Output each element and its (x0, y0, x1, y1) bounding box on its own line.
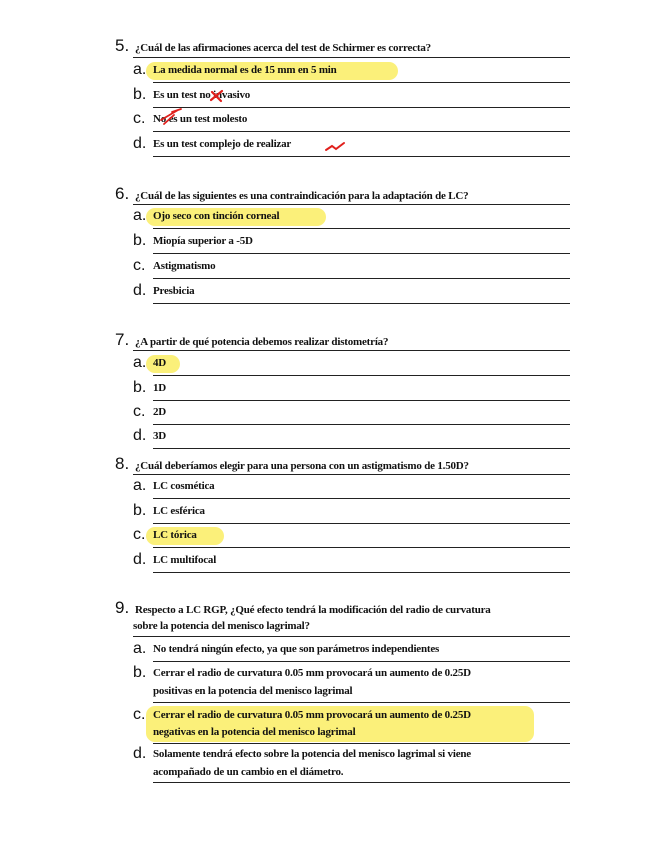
question-text: ¿A partir de qué potencia debemos realizar distometría? (135, 336, 389, 348)
option-letter: b. (133, 86, 147, 103)
option-text: LC tórica (153, 529, 197, 541)
option-text-line-1: Cerrar el radio de curvatura 0.05 mm provocará un aumento de 0.25D (153, 667, 471, 679)
option-underline (153, 572, 570, 573)
red-strike-mark-icon (158, 106, 186, 128)
option-text: No es un test molesto (153, 113, 248, 125)
option-text-line-2: acompañado de un cambio en el diámetro. (153, 766, 344, 778)
option-underline (153, 278, 570, 279)
question-number: 7. (115, 330, 130, 349)
option-text: Es un test complejo de realizar (153, 138, 292, 150)
question-underline (133, 57, 570, 58)
option-underline (153, 156, 570, 157)
option-underline (153, 547, 570, 548)
option-text: Presbicia (153, 285, 195, 297)
option-text: Astigmatismo (153, 260, 216, 272)
option-text-line-1: Solamente tendrá efecto sobre la potencia del menisco lagrimal si viene (153, 748, 471, 760)
option-letter: d. (133, 551, 147, 568)
option-letter: a. (133, 640, 147, 657)
option-underline (153, 375, 570, 376)
option-underline (153, 702, 570, 703)
option-letter: c. (133, 403, 146, 420)
option-letter: d. (133, 427, 147, 444)
option-letter: d. (133, 282, 147, 299)
option-text-line-1: Cerrar el radio de curvatura 0.05 mm provocará un aumento de 0.25D (153, 709, 471, 721)
option-text: Miopía superior a -5D (153, 235, 253, 247)
question-underline (133, 636, 570, 637)
option-underline (153, 400, 570, 401)
option-underline (153, 523, 570, 524)
question-text: ¿Cuál de las siguientes es una contraindicación para la adaptación de LC? (135, 190, 469, 202)
option-underline (153, 782, 570, 783)
red-cross-mark-icon (207, 88, 227, 104)
option-text: La medida normal es de 15 mm en 5 min (153, 64, 337, 76)
question-text-line-1: Respecto a LC RGP, ¿Qué efecto tendrá la modificación del radio de curvatura (135, 604, 491, 616)
question-number: 8. (115, 454, 130, 473)
option-text: LC multifocal (153, 554, 217, 566)
option-text: 3D (153, 430, 167, 442)
option-underline (153, 303, 570, 304)
option-letter: d. (133, 135, 147, 152)
red-check-mark-icon (324, 140, 346, 154)
option-underline (153, 131, 570, 132)
option-text: Es un test no invasivo (153, 89, 251, 101)
question-underline (133, 204, 570, 205)
question-number: 6. (115, 184, 130, 203)
option-text: 4D (153, 357, 167, 369)
option-underline (153, 498, 570, 499)
option-letter: b. (133, 379, 147, 396)
question-underline (133, 350, 570, 351)
option-letter: a. (133, 61, 147, 78)
question-text: ¿Cuál de las afirmaciones acerca del test de Schirmer es correcta? (135, 42, 431, 54)
option-text: 1D (153, 382, 167, 394)
option-underline (153, 107, 570, 108)
option-text: LC cosmética (153, 480, 215, 492)
option-underline (153, 448, 570, 449)
option-letter: a. (133, 477, 147, 494)
option-underline (153, 743, 570, 744)
option-text: LC esférica (153, 505, 205, 517)
option-underline (153, 424, 570, 425)
option-letter: c. (133, 526, 146, 543)
option-text: Ojo seco con tinción corneal (153, 210, 280, 222)
option-letter: c. (133, 706, 146, 723)
question-text-line-2: sobre la potencia del menisco lagrimal? (133, 620, 310, 632)
option-letter: c. (133, 257, 146, 274)
option-underline (153, 253, 570, 254)
option-letter: b. (133, 664, 147, 681)
option-letter: d. (133, 745, 147, 762)
option-text-line-2: positivas en la potencia del menisco lagrimal (153, 685, 353, 697)
question-number: 9. (115, 598, 130, 617)
question-text: ¿Cuál deberíamos elegir para una persona con un astigmatismo de 1.50D? (135, 460, 469, 472)
option-letter: a. (133, 207, 147, 224)
option-letter: b. (133, 232, 147, 249)
option-letter: a. (133, 354, 147, 371)
option-underline (153, 661, 570, 662)
option-text: No tendrá ningún efecto, ya que son parámetros independientes (153, 643, 440, 655)
option-underline (153, 228, 570, 229)
option-letter: b. (133, 502, 147, 519)
option-letter: c. (133, 110, 146, 127)
question-underline (133, 474, 570, 475)
option-text: 2D (153, 406, 167, 418)
option-underline (153, 82, 570, 83)
option-text-line-2: negativas en la potencia del menisco lagrimal (153, 726, 356, 738)
question-number: 5. (115, 36, 130, 55)
